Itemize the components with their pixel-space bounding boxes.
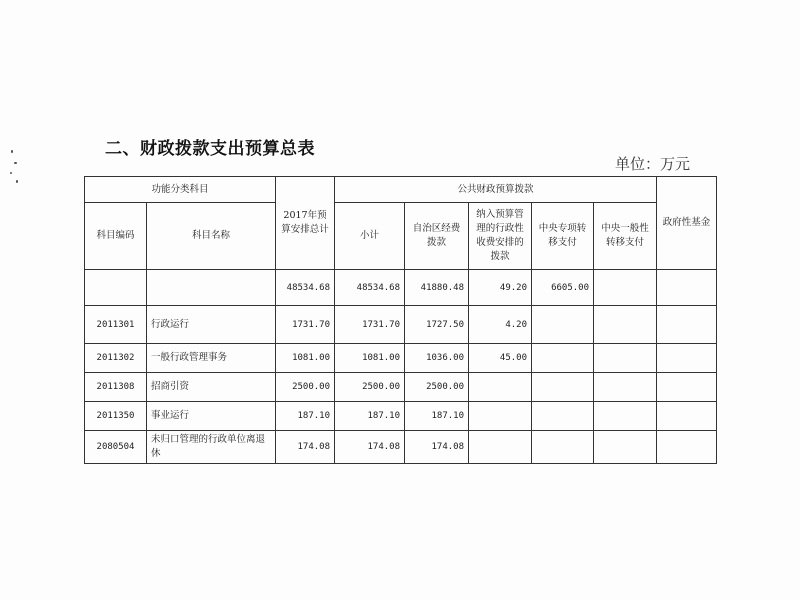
table-row-total <box>85 270 717 306</box>
header-code: 科目编码 <box>85 203 147 270</box>
cell-total: 48534.68 <box>276 270 335 306</box>
cell-admin-fee <box>469 373 532 402</box>
cell-region: 1036.00 <box>405 344 469 373</box>
cell-subtotal: 2500.00 <box>335 373 405 402</box>
header-subtotal: 小计 <box>335 203 405 270</box>
cell-total: 1731.70 <box>276 306 335 344</box>
cell-central-general <box>594 306 657 344</box>
cell-name: 行政运行 <box>147 306 276 344</box>
cell-admin-fee <box>469 431 532 464</box>
header-gov-fund: 政府性基金 <box>657 177 717 270</box>
cell-central-special <box>532 431 594 464</box>
cell-subtotal: 187.10 <box>335 402 405 431</box>
cell-admin-fee: 49.20 <box>469 270 532 306</box>
cell-total: 1081.00 <box>276 344 335 373</box>
cell-gov-fund <box>657 402 717 431</box>
cell-gov-fund <box>657 344 717 373</box>
cell-total: 2500.00 <box>276 373 335 402</box>
cell-admin-fee <box>469 402 532 431</box>
cell-central-special <box>532 344 594 373</box>
cell-gov-fund <box>657 373 717 402</box>
cell-central-special <box>532 402 594 431</box>
table-row <box>85 373 717 402</box>
header-central-general: 中央一般性转移支付 <box>594 203 657 270</box>
cell-region: 41880.48 <box>405 270 469 306</box>
page-title: 二、财政拨款支出预算总表 <box>105 139 315 159</box>
cell-central-general <box>594 344 657 373</box>
cell-central-general <box>594 431 657 464</box>
cell-code: 2011302 <box>85 344 147 373</box>
cell-central-special <box>532 306 594 344</box>
cell-central-general <box>594 402 657 431</box>
cell-central-special <box>532 373 594 402</box>
cell-central-general <box>594 270 657 306</box>
cell-gov-fund <box>657 306 717 344</box>
cell-name: 事业运行 <box>147 402 276 431</box>
header-total: 2017年预算安排总计 <box>276 177 335 270</box>
cell-name: 未归口管理的行政单位离退休 <box>147 431 276 464</box>
cell-total: 187.10 <box>276 402 335 431</box>
table-row <box>85 431 717 464</box>
cell-code: 2011350 <box>85 402 147 431</box>
cell-subtotal: 1081.00 <box>335 344 405 373</box>
cell-subtotal: 48534.68 <box>335 270 405 306</box>
cell-region: 1727.50 <box>405 306 469 344</box>
scan-artifact-marks <box>8 150 22 190</box>
cell-subtotal: 1731.70 <box>335 306 405 344</box>
cell-total: 174.08 <box>276 431 335 464</box>
cell-code: 2011301 <box>85 306 147 344</box>
cell-gov-fund <box>657 270 717 306</box>
cell-region: 174.08 <box>405 431 469 464</box>
header-name: 科目名称 <box>147 203 276 270</box>
cell-subtotal: 174.08 <box>335 431 405 464</box>
budget-table <box>84 176 717 464</box>
cell-admin-fee: 45.00 <box>469 344 532 373</box>
table-row <box>85 402 717 431</box>
table-row <box>85 306 717 344</box>
unit-label: 单位：万元 <box>615 155 691 173</box>
header-row-2 <box>85 203 717 270</box>
cell-region: 187.10 <box>405 402 469 431</box>
cell-admin-fee: 4.20 <box>469 306 532 344</box>
cell-region: 2500.00 <box>405 373 469 402</box>
header-functional-group: 功能分类科目 <box>85 177 276 203</box>
header-central-special: 中央专项转移支付 <box>532 203 594 270</box>
header-admin-fee: 纳入预算管理的行政性收费安排的拨款 <box>469 203 532 270</box>
cell-name <box>147 270 276 306</box>
cell-code: 2011308 <box>85 373 147 402</box>
cell-code: 2080504 <box>85 431 147 464</box>
header-public-group: 公共财政预算拨款 <box>335 177 657 203</box>
table-row <box>85 344 717 373</box>
cell-name: 招商引资 <box>147 373 276 402</box>
header-row-1 <box>85 177 717 203</box>
cell-gov-fund <box>657 431 717 464</box>
cell-central-general <box>594 373 657 402</box>
cell-name: 一般行政管理事务 <box>147 344 276 373</box>
header-region: 自治区经费拨款 <box>405 203 469 270</box>
cell-code <box>85 270 147 306</box>
cell-central-special: 6605.00 <box>532 270 594 306</box>
